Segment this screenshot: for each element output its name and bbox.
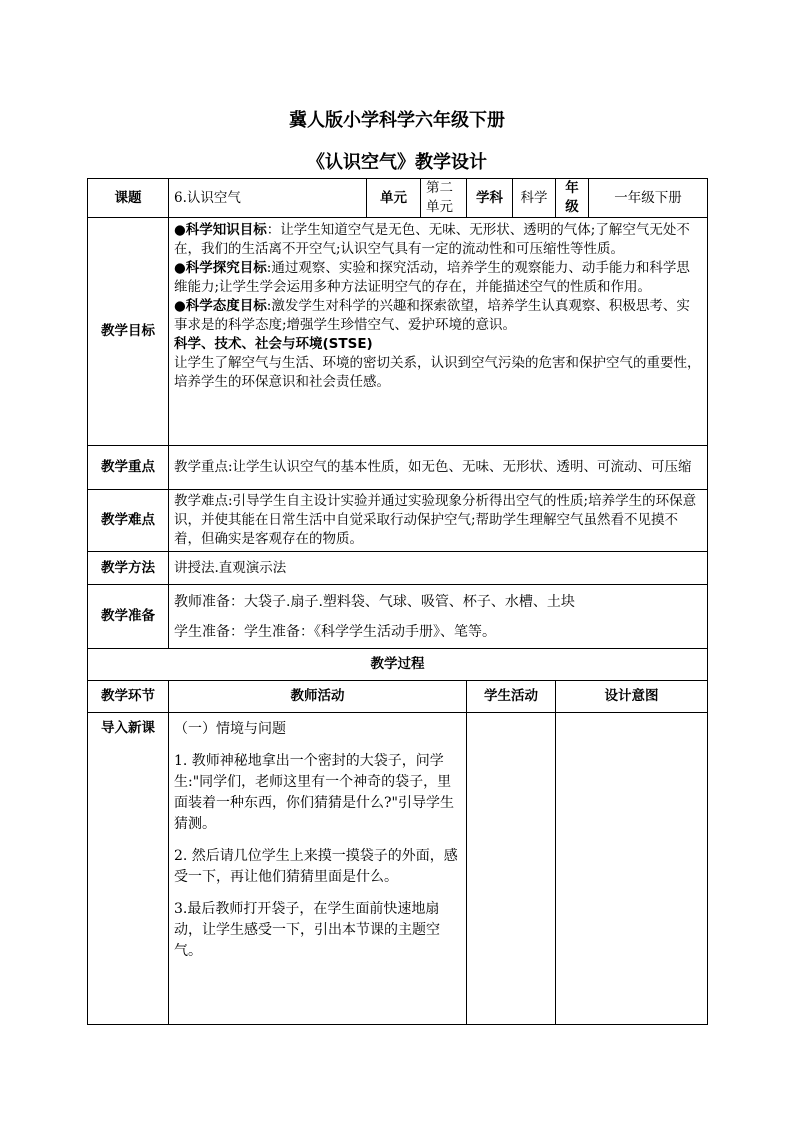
teacher-preparation: 教师准备：大袋子.扇子.塑料袋、气球、吸管、杯子、水槽、土块 <box>174 593 575 610</box>
process-title: 教学过程 <box>88 649 708 681</box>
topic-label: 课题 <box>88 179 169 218</box>
goal-knowledge <box>174 221 702 259</box>
difficulties-text: 教学难点:引导学生自主设计实验并通过实验现象分析得出空气的性质;培养学生的环保意识，并使其能在日常生活中自觉采取行动保护空气;帮助学生理解空气虽然看不见摸不着，但确实是客观存在的物质。 <box>169 490 708 552</box>
goal-knowledge-heading: ●科学知识目标 <box>174 222 267 238</box>
goals-row <box>88 218 708 446</box>
student-activity-cell <box>467 713 556 1025</box>
goal-inquiry-heading: ●科学探究目标 <box>174 260 267 276</box>
document-title: 冀人版小学科学六年级下册 <box>289 110 505 131</box>
difficulties-label: 教学难点 <box>88 490 169 552</box>
process-step-3: 3.最后教师打开袋子，在学生面前快速地扇动，让学生感受一下，引出本节课的主题空气。 <box>174 901 440 959</box>
topic-value: 6.认识空气 <box>169 179 367 218</box>
col-teacher-header: 教师活动 <box>169 681 467 713</box>
difficulties-row <box>88 490 708 552</box>
grade-label: 年级 <box>556 179 589 218</box>
goal-stse-heading: 科学、技术、社会与环境(STSE) <box>174 336 373 352</box>
methods-text: 讲授法.直观演示法 <box>169 552 708 585</box>
process-intro-row <box>88 713 708 1025</box>
process-title-row <box>88 649 708 681</box>
process-header-row <box>88 681 708 713</box>
subject-value: 科学 <box>513 179 556 218</box>
stage-intro: 导入新课 <box>88 713 169 1025</box>
key-points-label: 教学重点 <box>88 446 169 490</box>
process-step-2: 2. 然后请几位学生上来摸一摸袋子的外面，感受一下，再让他们猜猜里面是什么。 <box>174 848 458 885</box>
methods-row <box>88 552 708 585</box>
design-intent-cell <box>556 713 708 1025</box>
lesson-plan-table <box>87 178 708 1025</box>
key-points-text: 教学重点:让学生认识空气的基本性质，如无色、无味、无形状、透明、可流动、可压缩 <box>169 446 708 490</box>
process-subheading: （一）情境与问题 <box>174 721 286 737</box>
goal-attitude <box>174 297 702 335</box>
unit-value: 第二单元 <box>421 179 467 218</box>
goals-label: 教学目标 <box>88 218 169 446</box>
document-subtitle: 《认识空气》教学设计 <box>307 152 487 173</box>
goal-inquiry-text: :通过观察、实验和探究活动，培养学生的观察能力、动手能力和科学思维能力;让学生学会运用多种方法证明空气的存在，并能描述空气的性质和作用。 <box>174 260 690 295</box>
goal-knowledge-text: ：让学生知道空气是无色、无味、无形状、透明的气体;了解空气无处不在，我们的生活离不开空气;认识空气具有一定的流动性和可压缩性等性质。 <box>174 222 690 257</box>
goal-attitude-text: :激发学生对科学的兴趣和探索欲望，培养学生认真观察、积极思考、实事求是的科学态度;增强学生珍惜空气、爱护环境的意识。 <box>174 298 690 333</box>
info-row <box>88 179 708 218</box>
goal-inquiry <box>174 259 702 297</box>
subject-label: 学科 <box>467 179 513 218</box>
col-student-header: 学生活动 <box>467 681 556 713</box>
unit-label: 单元 <box>367 179 421 218</box>
goal-stse-text: 让学生了解空气与生活、环境的密切关系，认识到空气污染的危害和保护空气的重要性，培养学生的环保意识和社会责任感。 <box>174 355 701 390</box>
grade-value: 一年级下册 <box>589 179 708 218</box>
key-points-row <box>88 446 708 490</box>
preparation-content <box>169 585 708 649</box>
teacher-activity-cell <box>169 713 467 1025</box>
methods-label: 教学方法 <box>88 552 169 585</box>
col-stage-header: 教学环节 <box>88 681 169 713</box>
preparation-label: 教学准备 <box>88 585 169 649</box>
preparation-row <box>88 585 708 649</box>
process-step-1: 1. 教师神秘地拿出一个密封的大袋子，问学生:"同学们，老师这里有一个神奇的袋子，里面装着一种东西，你们猜猜是什么?"引导学生猜测。 <box>174 753 454 832</box>
col-intent-header: 设计意图 <box>556 681 708 713</box>
goal-attitude-heading: ●科学态度目标 <box>174 298 267 314</box>
goals-content <box>169 218 708 446</box>
student-preparation: 学生准备：学生准备：《科学学生活动手册》、笔等。 <box>174 623 496 640</box>
